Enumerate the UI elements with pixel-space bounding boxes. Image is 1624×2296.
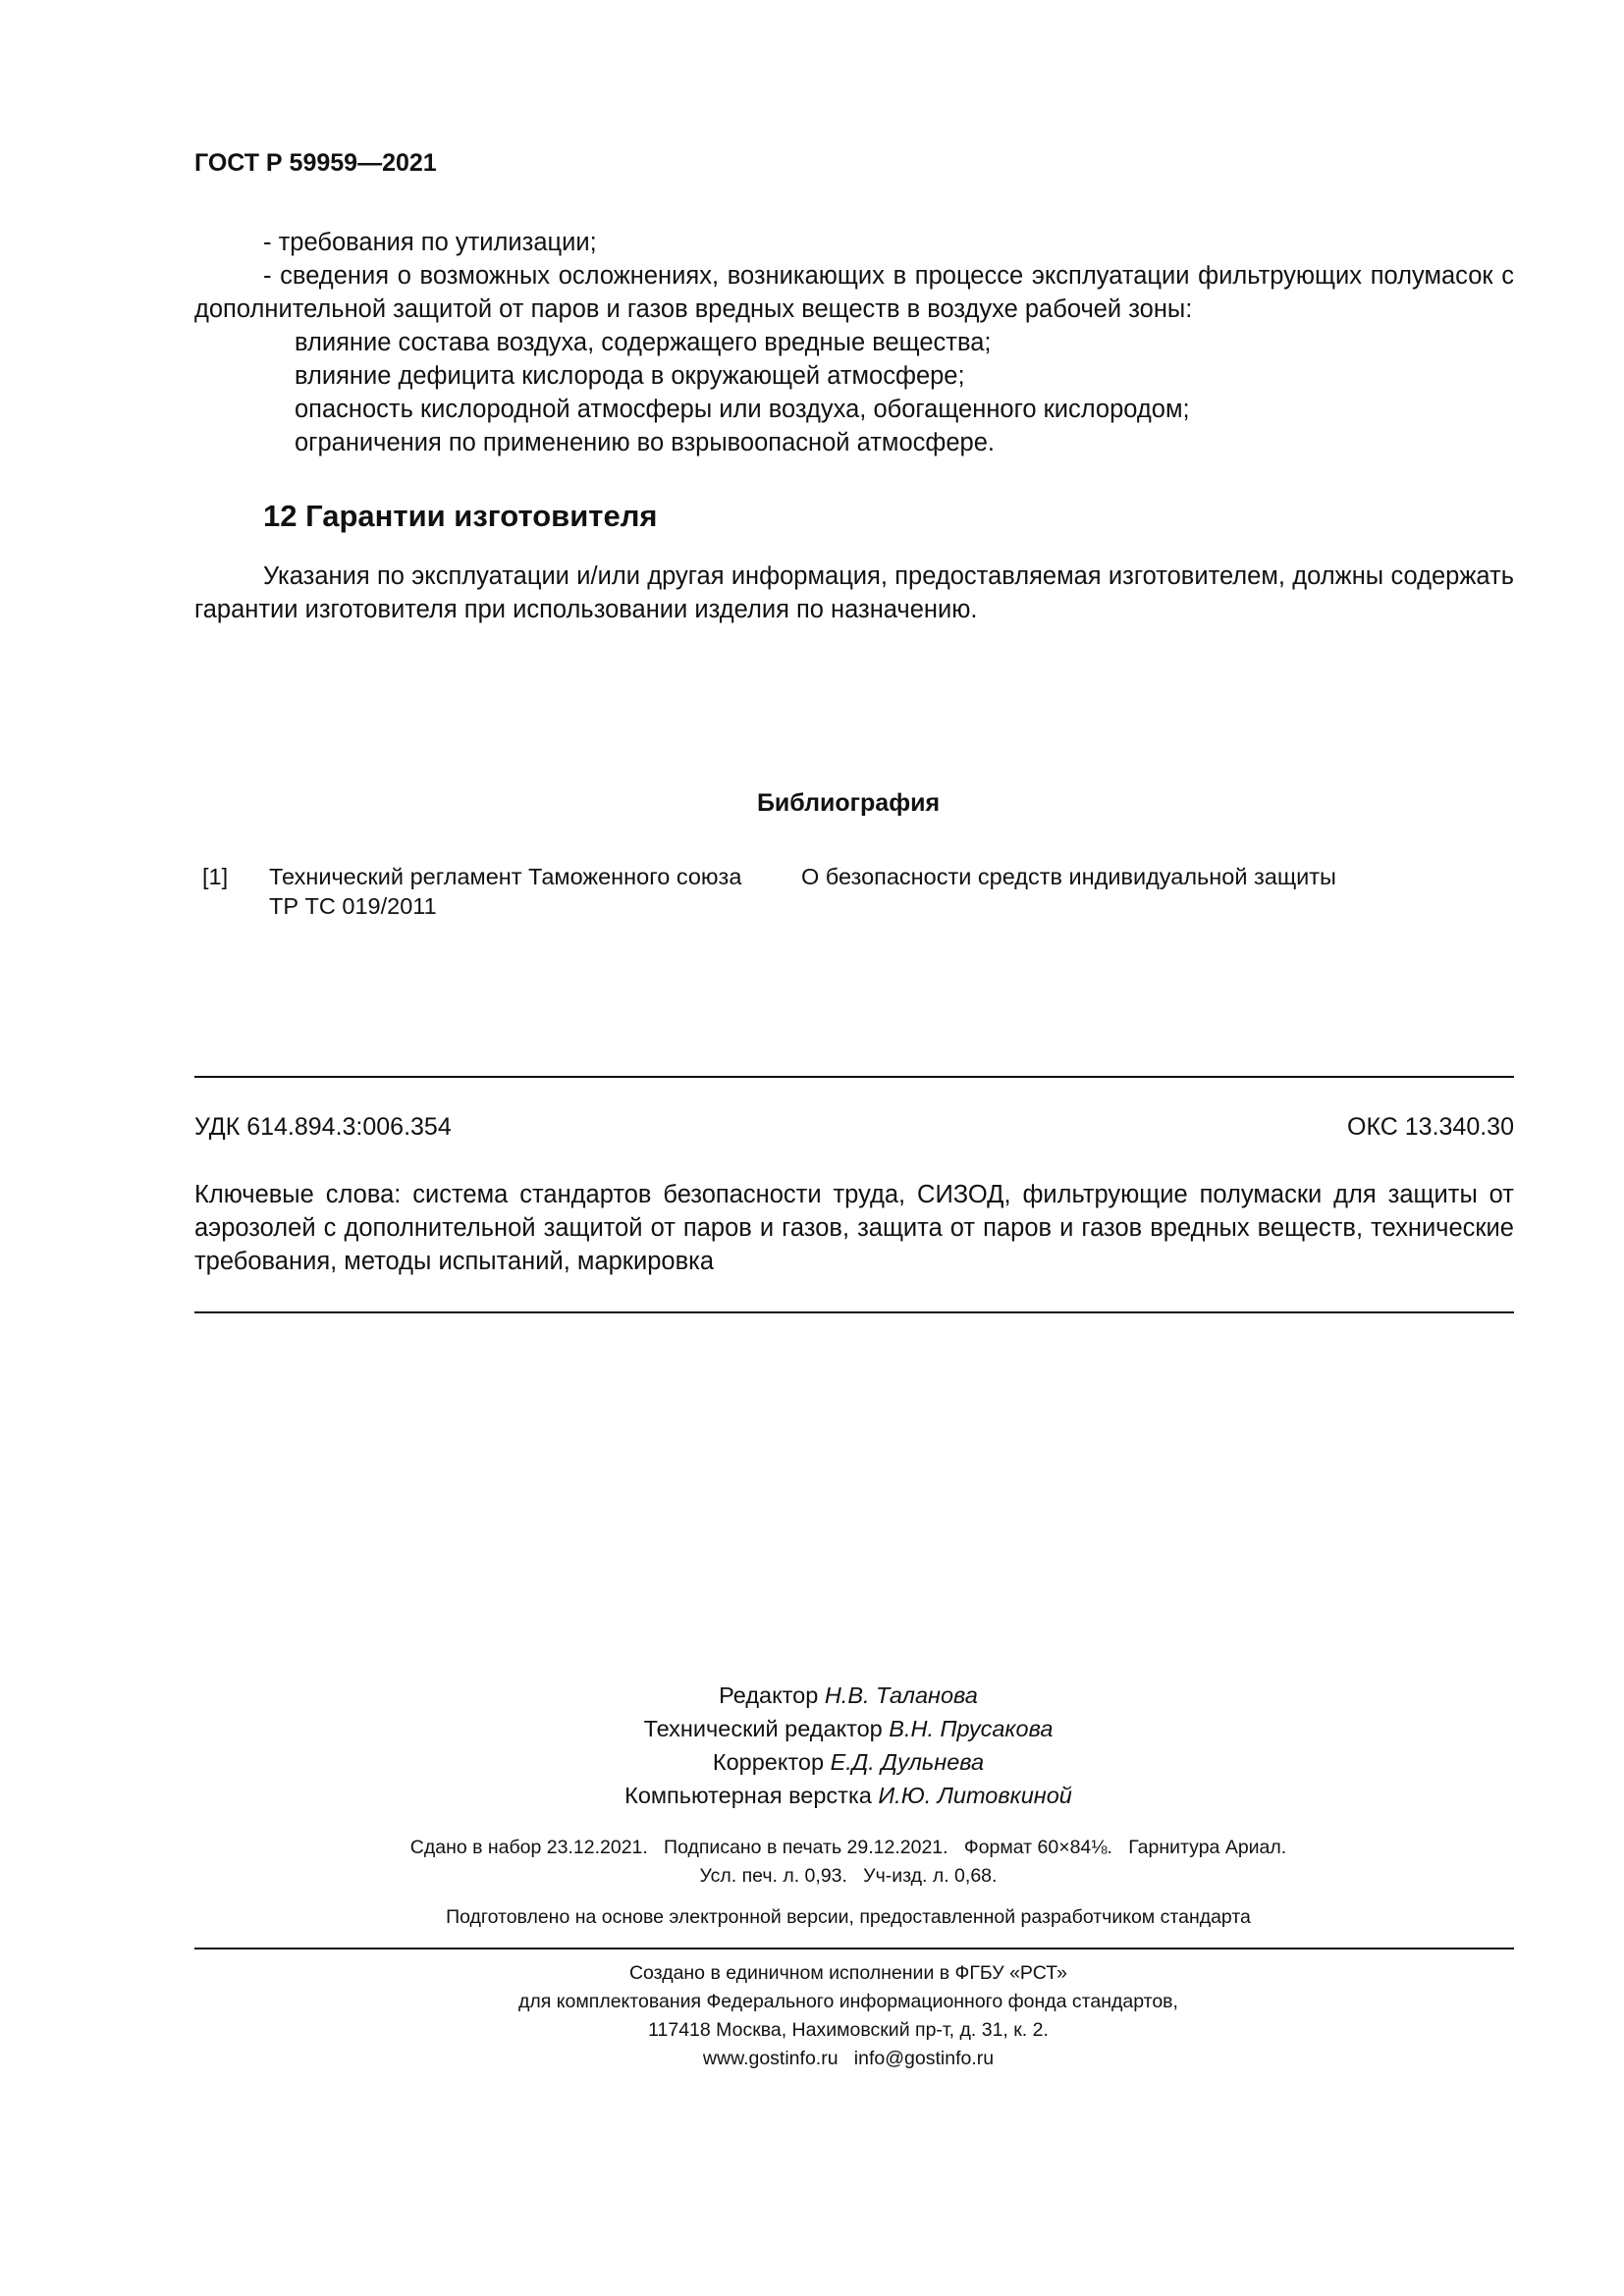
keywords: Ключевые слова: система стандартов безопасности труда, СИЗОД, фильтрующие полумаски для защиты от аэрозолей с дополнительной защитой от паров и газов, защита от паров и газов вредных веществ, технические требования, методы испытаний, маркировка bbox=[194, 1181, 1514, 1275]
bibliography-title: Библиография bbox=[756, 789, 941, 817]
bibliography-name-line2: ТР ТС 019/2011 bbox=[269, 893, 437, 919]
print-info-line: Усл. печ. л. 0,93. Уч-изд. л. 0,68. bbox=[699, 1865, 998, 1887]
print-info-line: Сдано в набор 23.12.2021. Подписано в печать 29.12.2021. Формат 60×84⅛. Гарнитура Ариал. bbox=[409, 1837, 1287, 1858]
list-item: влияние состава воздуха, содержащего вредные вещества; bbox=[295, 329, 992, 356]
divider bbox=[194, 1948, 1514, 1949]
publisher-line: Создано в единичном исполнении в ФГБУ «РСТ» bbox=[628, 1962, 1068, 1984]
divider bbox=[194, 1076, 1514, 1078]
bibliography-name-line1: Технический регламент Таможенного союза bbox=[269, 864, 742, 889]
print-info bbox=[0, 1834, 1624, 1891]
list-item: - требования по утилизации; bbox=[263, 229, 597, 256]
credit-line: Редактор Н.В. Таланова bbox=[719, 1682, 978, 1708]
section-heading: 12 Гарантии изготовителя bbox=[263, 499, 658, 533]
document-id: ГОСТ Р 59959—2021 bbox=[194, 149, 437, 177]
publisher-info bbox=[0, 1959, 1624, 2073]
udk-code: УДК 614.894.3:006.354 bbox=[194, 1113, 452, 1141]
credits-block bbox=[0, 1679, 1624, 1812]
credit-line: Компьютерная верстка И.Ю. Литовкиной bbox=[624, 1783, 1072, 1808]
credit-line: Технический редактор В.Н. Прусакова bbox=[643, 1716, 1054, 1741]
credit-line: Корректор Е.Д. Дульнева bbox=[712, 1749, 985, 1775]
prepared-note: Подготовлено на основе электронной версии, предоставленной разработчиком стандарта bbox=[446, 1906, 1251, 1928]
publisher-line: для комплектования Федерального информационного фонда стандартов, bbox=[518, 1991, 1178, 2012]
bibliography-doc-title: О безопасности средств индивидуальной защиты bbox=[801, 864, 1336, 889]
bibliography-name bbox=[269, 862, 819, 921]
list-item: - сведения о возможных осложнениях, возникающих в процессе эксплуатации фильтрующих полумасок с дополнительной защитой от паров и газов вредных веществ в воздухе рабочей зоны: bbox=[194, 262, 1514, 323]
publisher-line: www.gostinfo.ru info@gostinfo.ru bbox=[702, 2048, 995, 2069]
list-item: опасность кислородной атмосферы или воздуха, обогащенного кислородом; bbox=[295, 396, 1190, 423]
section-paragraph: Указания по эксплуатации и/или другая информация, предоставляемая изготовителем, должны содержать гарантии изготовителя при использовании изделия по назначению. bbox=[194, 562, 1514, 623]
divider bbox=[194, 1311, 1514, 1313]
requirements-list bbox=[194, 226, 1514, 459]
bibliography-number: [1] bbox=[202, 864, 229, 889]
list-item: ограничения по применению во взрывоопасной атмосфере. bbox=[295, 429, 996, 456]
list-item: влияние дефицита кислорода в окружающей атмосфере; bbox=[295, 362, 965, 390]
publisher-line: 117418 Москва, Нахимовский пр-т, д. 31, к. 2. bbox=[648, 2019, 1049, 2041]
oks-code: ОКС 13.340.30 bbox=[1347, 1113, 1514, 1141]
